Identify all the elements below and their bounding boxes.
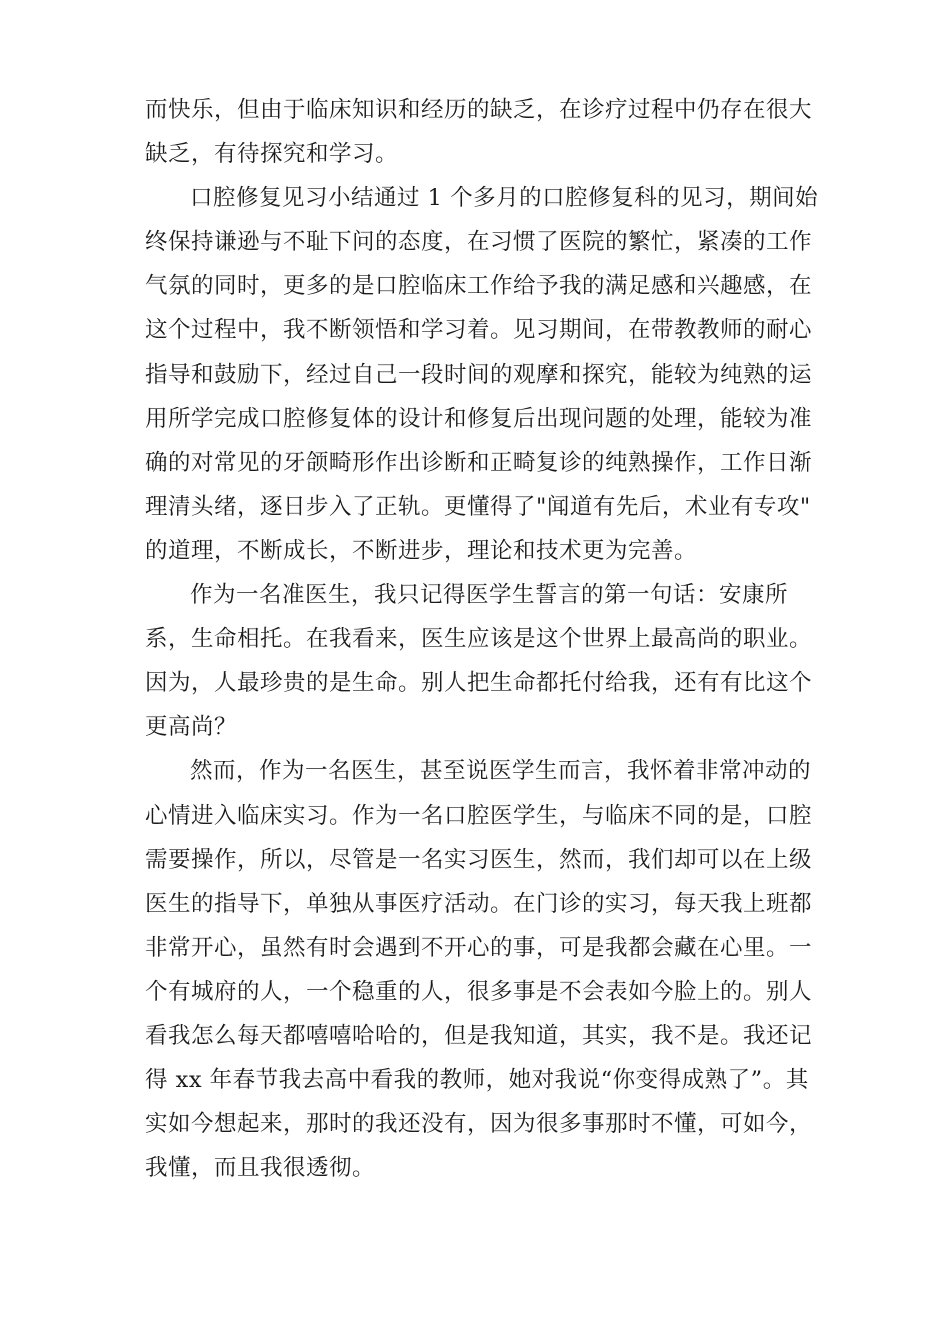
- text-line: 更高尚？: [145, 714, 238, 741]
- text-line: 口腔修复见习小结通过 1 个多月的口腔修复科的见习，期间始: [190, 185, 819, 212]
- body-text: [145, 88, 819, 1190]
- text-line: 医生的指导下，单独从事医疗活动。在门诊的实习，每天我上班都: [145, 890, 813, 917]
- text-line: 非常开心，虽然有时会遇到不开心的事，可是我都会藏在心里。一: [145, 934, 813, 961]
- text-line: 的道理，不断成长，不断进步，理论和技术更为完善。: [145, 537, 698, 564]
- text-line: 看我怎么每天都嘻嘻哈哈的，但是我知道，其实，我不是。我还记: [145, 1022, 813, 1049]
- text-line: 缺乏，有待探究和学习。: [145, 141, 399, 168]
- text-line: 气氛的同时，更多的是口腔临床工作给予我的满足感和兴趣感，在: [145, 273, 813, 300]
- text-line: 作为一名准医生，我只记得医学生誓言的第一句话：安康所: [190, 582, 789, 609]
- text-line: 而快乐，但由于临床知识和经历的缺乏，在诊疗过程中仍存在很大: [145, 97, 813, 123]
- text-line: 这个过程中，我不断领悟和学习着。见习期间，在带教教师的耐心: [145, 317, 813, 344]
- text-line: 系，生命相托。在我看来，医生应该是这个世界上最高尚的职业。: [145, 626, 813, 653]
- text-line: 指导和鼓励下，经过自己一段时间的观摩和探究，能较为纯熟的运: [145, 361, 813, 388]
- text-line: 用所学完成口腔修复体的设计和修复后出现问题的处理，能较为准: [145, 405, 813, 432]
- text-line: 心情进入临床实习。作为一名口腔医学生，与临床不同的是，口腔: [145, 802, 813, 829]
- text-line: 终保持谦逊与不耻下问的态度，在习惯了医院的繁忙，紧凑的工作: [145, 229, 813, 256]
- text-line: 个有城府的人，一个稳重的人，很多事是不会表如今脸上的。别人: [145, 978, 813, 1005]
- text-line: 然而，作为一名医生，甚至说医学生而言，我怀着非常冲动的: [190, 758, 812, 785]
- text-line: 需要操作，所以，尽管是一名实习医生，然而，我们却可以在上级: [145, 846, 813, 873]
- text-line: 我懂，而且我很透彻。: [145, 1155, 376, 1182]
- text-line: 得 xx 年春节我去高中看我的教师，她对我说“你变得成熟了”。其: [145, 1067, 809, 1094]
- text-line: 确的对常见的牙颌畸形作出诊断和正畸复诊的纯熟操作，工作日渐: [145, 449, 813, 476]
- text-line: 理清头绪，逐日步入了正轨。更懂得了"闻道有先后，术业有专攻": [145, 493, 811, 520]
- text-line: 实如今想起来，那时的我还没有，因为很多事那时不懂，可如今，: [145, 1111, 813, 1138]
- text-line: 因为，人最珍贵的是生命。别人把生命都托付给我，还有有比这个: [145, 670, 813, 697]
